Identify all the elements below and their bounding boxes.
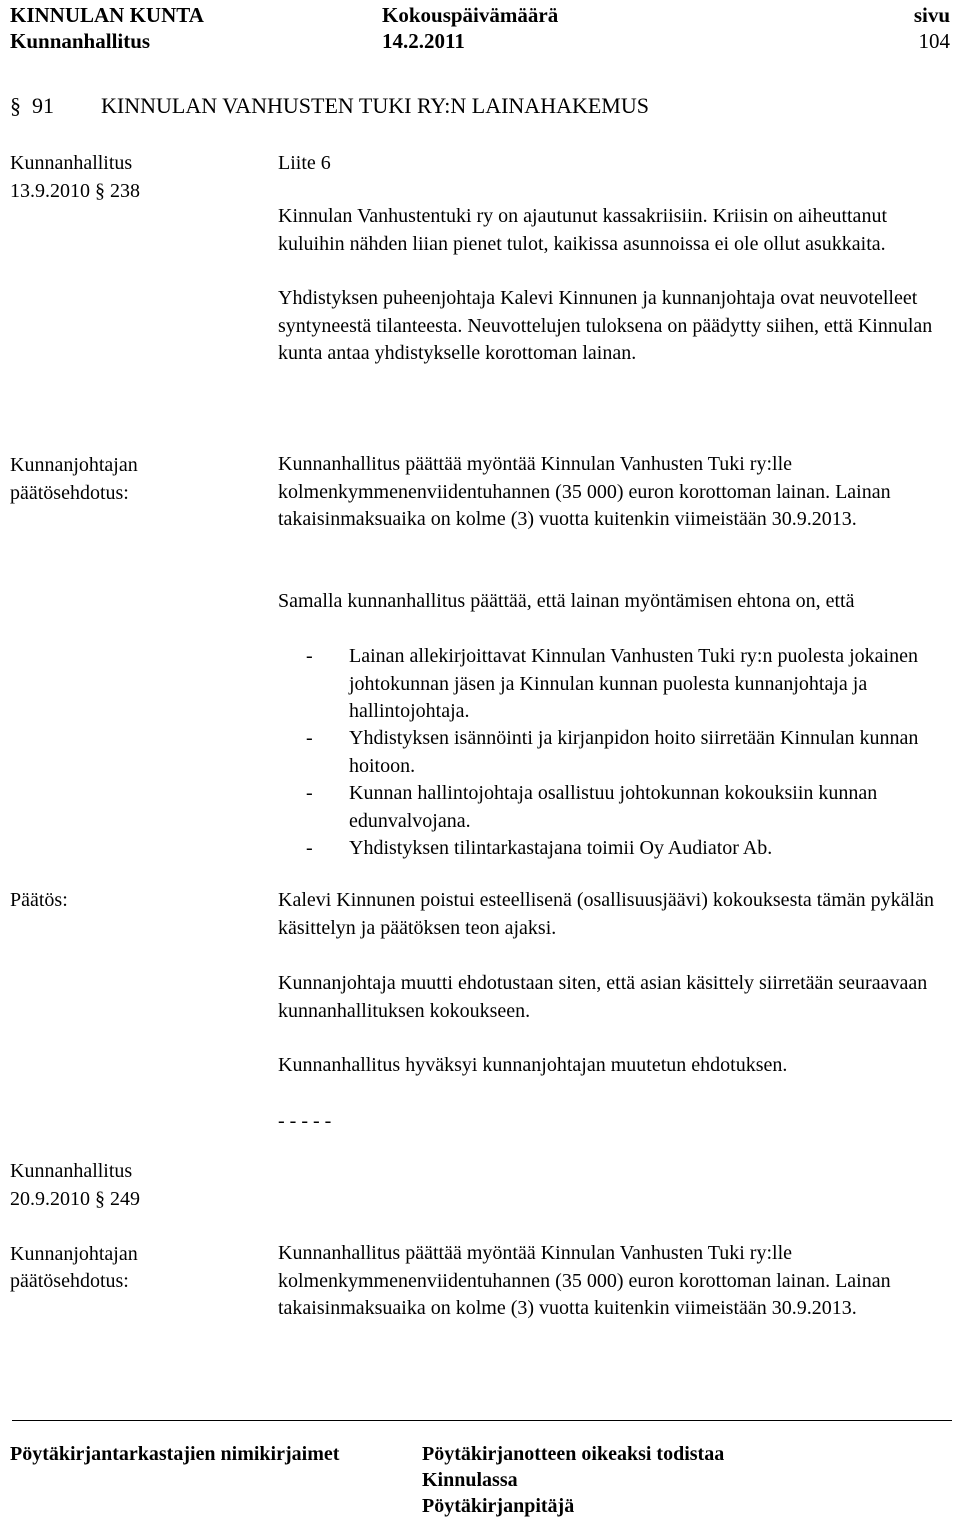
background-paragraph: Kinnulan Vanhustentuki ry on ajautunut kassakriisiin. Kriisin on aiheuttanut kuluihin nähden liian pienet tulot, kaikissa asunnoissa ei ole ollut asukkaita. <box>278 205 887 255</box>
proposal2-label-2: päätösehdotus: <box>10 1270 129 1292</box>
footer-left: Pöytäkirjantarkastajien nimikirjaimet <box>10 1443 340 1465</box>
condition-item: Kunnan hallintojohtaja osallistuu johtokunnan kokouksiin kunnan edunvalvojana. <box>349 782 878 832</box>
decision-paragraph: Kalevi Kinnunen poistui esteellisenä (osallisuusjäävi) kokouksesta tämän pykälän käsittelyn ja päätöksen teon ajaksi. <box>278 889 934 939</box>
section-title: KINNULAN VANHUSTEN TUKI RY:N LAINAHAKEMUS <box>101 93 649 118</box>
history-body: Kunnanhallitus <box>10 152 133 174</box>
meeting-date: 14.2.2011 <box>382 29 465 53</box>
attachment-ref: Liite 6 <box>278 152 331 174</box>
page-number: 104 <box>918 29 950 53</box>
body-name: Kunnanhallitus <box>10 29 151 53</box>
section-symbol: § <box>10 93 21 118</box>
footer-secretary: Pöytäkirjanpitäjä <box>422 1495 575 1517</box>
decision-paragraph: Kunnanhallitus hyväksyi kunnanjohtajan muutetun ehdotuksen. <box>278 1054 788 1076</box>
background-text <box>278 203 950 368</box>
condition-item: Yhdistyksen isännöinti ja kirjanpidon hoito siirretään Kinnulan kunnan hoitoon. <box>349 727 919 777</box>
history-ref: 13.9.2010 § 238 <box>10 180 140 202</box>
decision-paragraph: Kunnanjohtaja muutti ehdotustaan siten, että asian käsittely siirretään seuraavaan kunnanhallituksen kokoukseen. <box>278 972 928 1022</box>
condition-item: Yhdistyksen tilintarkastajana toimii Oy Audiator Ab. <box>349 837 773 859</box>
org-name: KINNULAN KUNTA <box>10 3 204 27</box>
proposal-label-2: päätösehdotus: <box>10 482 129 504</box>
footer-certify: Pöytäkirjanotteen oikeaksi todistaa <box>422 1443 725 1465</box>
section-heading <box>10 92 649 120</box>
proposal2-label-1: Kunnanjohtajan <box>10 1243 138 1265</box>
condition-dash: - <box>306 727 313 749</box>
condition-dash: - <box>306 645 313 667</box>
proposal2-text: Kunnanhallitus päättää myöntää Kinnulan Vanhusten Tuki ry:lle kolmenkymmenenviidentuhannen (35 000) euron korottoman lainan. Lainan takaisinmaksuaika on kolme (3) vuotta kuitenkin viimeistään 30.9.2013. <box>278 1242 891 1319</box>
history2-ref: 20.9.2010 § 249 <box>10 1188 140 1210</box>
separator: - - - - - <box>278 1110 332 1132</box>
footer-rule <box>12 1420 952 1421</box>
proposal-label-1: Kunnanjohtajan <box>10 454 138 476</box>
date-label: Kokouspäivämäärä <box>382 3 559 27</box>
decision-label: Päätös: <box>10 889 68 911</box>
section-number: 91 <box>32 93 54 118</box>
background-paragraph: Yhdistyksen puheenjohtaja Kalevi Kinnunen ja kunnanjohtaja ovat neuvotelleet syntyneestä tilanteesta. Neuvottelujen tuloksena on päädytty siihen, että Kinnulan kunta antaa yhdistykselle korottoman lainan. <box>278 287 933 364</box>
history2-body: Kunnanhallitus <box>10 1160 133 1182</box>
page-label: sivu <box>913 3 950 27</box>
proposal-text: Kunnanhallitus päättää myöntää Kinnulan Vanhusten Tuki ry:lle kolmenkymmenenviidentuhannen (35 000) euron korottoman lainan. Lainan takaisinmaksuaika on kolme (3) vuotta kuitenkin viimeistään 30.9.2013. <box>278 453 891 530</box>
condition-dash: - <box>306 837 313 859</box>
condition-dash: - <box>306 782 313 804</box>
footer-place: Kinnulassa <box>422 1469 518 1491</box>
condition-intro: Samalla kunnanhallitus päättää, että lainan myöntämisen ehtona on, että <box>278 590 855 612</box>
condition-item: Lainan allekirjoittavat Kinnulan Vanhusten Tuki ry:n puolesta jokainen johtokunnan jäsen ja Kinnulan kunnan puolesta kunnanjohtaja ja hallintojohtaja. <box>349 645 918 722</box>
